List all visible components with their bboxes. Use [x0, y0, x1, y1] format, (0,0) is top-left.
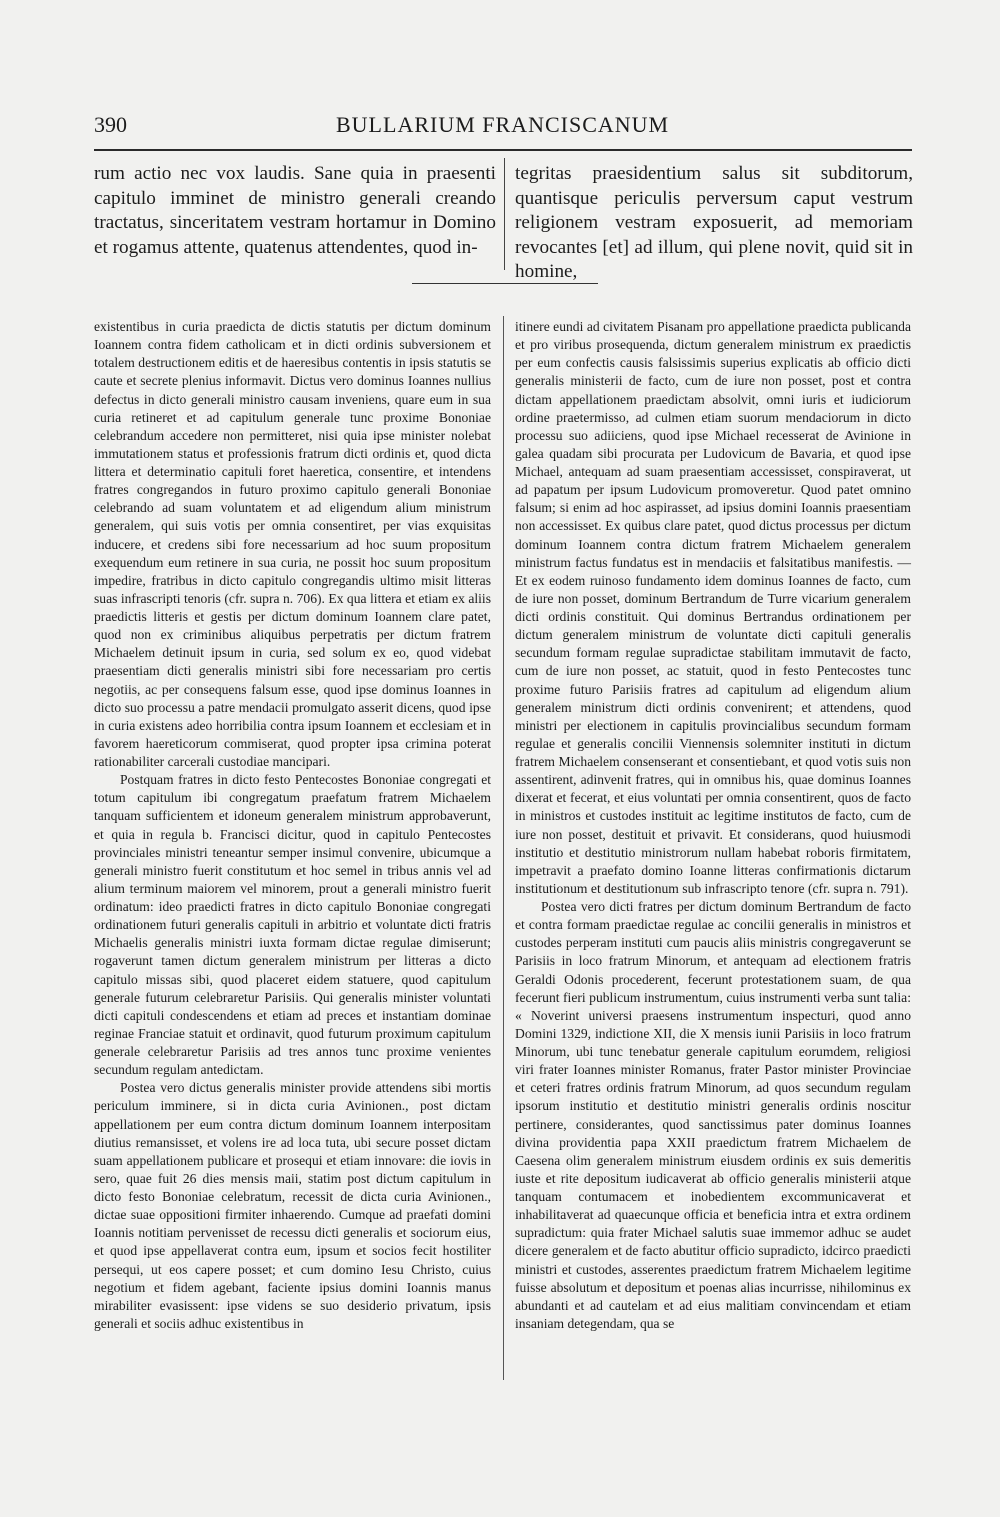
left-column	[94, 318, 491, 1333]
paragraph: Postea vero dicti fratres per dictum dominum Bertrandum de facto et contra formam praedictae regulae ac concilii generalis in ministros et custodes perperam instituti cum paucis aliis ministris congregaverunt se Parisiis in loco fratrum Minorum, et antequam ad electionem fratris Geraldi Odonis procederent, fecerunt protestationem suam, de qua fecerunt fieri publicum instrumentum, cuius instrumenti verba sunt talia: « Noverint universi praesens instrumentum inspecturi, quod anno Domini 1329, indictione XII, die X mensis iunii Parisiis in loco fratrum Minorum, ubi tunc tenebatur generale capitulum eorumdem, religiosi viri frater Ioannes minister Romanus, frater Pastor minister Provinciae et ceteri fratres ordinis fratrum Minorum, ad quos secundum regulam ipsorum institutio et destitutio ministri generalis ordinis noscitur pertinere, considerantes, quod sanctissimus pater dominus Ioannes divina providentia papa XXII praedictum fratrem Michaelem de Caesena olim generalem ministrum eiusdem ordinis ex suis demeritis iuste et rite depositum iudicaverat ab officio generalis ministerii atque tanquam contumacem et inobedientem excommunicaverat et inhabilitaverat ad quaecunque officia et beneficia intra et extra ordinem supradictum: quia frater Michael salutis suae immemor adhuc se audet dicere generalem et de facto abutitur officio supradicto, idcirco praedicti ministri et custodes, asserentes praedictum fratrem Michaelem legitime fuisse absolutum et depositum et poenas alias incurrisse, nihilominus ex abundanti et ad cautelam et ad eius malitiam convincendam et etiam insaniam detegendam, qua se	[515, 899, 911, 1331]
top-right-column: tegritas praesidentium salus sit subditorum, quantisque periculis perversum caput vestrum religionem vestram exposuerit, ad memoriam revocantes [et] ad illum, qui plene novit, quid sit in homine,	[515, 163, 913, 282]
paragraph: itinere eundi ad civitatem Pisanam pro appellatione praedicta publicanda et pro viribus prosequenda, dictum generalem ministrum ex praedictis per eum confectis causis falsissimis superius explicatis ab officio dicti generalis ministerii de facto, cum de iure non posset, post et contra dictam appellationem praedictam absolvit, omni iuris et iudiciorum ordine praetermisso, ad culmen etiam suorum mendaciorum in dicto processu suo adiiciens, quod ipse Michael recesserat de Avinione in galea quadam sibi procurata per Ludovicum de Bavaria, et quod ipse Michael, antequam ad suam praesentiam accessisset, conspiraverat, ut ad papatum per ipsum Ludovicum promoveretur. Quod patet omnino falsum; si enim ad hoc aspirasset, ad ipsius domini Ioannis praesentiam non accessisset. Ex quibus clare patet, quod dictus processus per dictum dominum Ioannem contra dictum fratrem Michaelem generalem ministrum factus fundatus est in mendaciis et falsitatibus manifestis. — Et ex eodem ruinoso fundamento idem dominus Ioannes de facto, cum de iure non posset, dominum Bertrandum de Turre vicarium generalem dicti ordinis constituit. Qui dominus Bertrandus ordinationem per dictum generalem ministrum de voluntate dicti capituli generalis secundum formam regulae supradictae stabilitam immutavit de facto, cum de iure non posset, ac statuit, quod in festo Pentecostes tunc proxime futuro Parisiis fratres ad capitulum ad eligendum alium generalem ministrum dicti ordinis convenirent; et attendens, quod ministri per electionem in capitulis provincialibus secundum formam regulae et generalis concilii Viennensis solemniter instituti in dictum fratrem Michaelem consenserant et consentiebant, et quod votis suis non assentirent, adinvenit fratres, qui in omnibus his, quae dominus Ioannes dixerat et fecerat, et eius voluntati per omnia consentirent, quos de facto in ministros et custodes instituit ac legitime institutos de facto, cum de iure non posset, destituit et privavit. Et considerans, quod huiusmodi institutio et destitutio ministrorum nullam habebat roboris firmitatem, impetravit a praefato domino Ioanne litteras confirmationis dictarum institutionum et destitutionum sub infrascripto tenore (cfr. supra n. 791).	[515, 319, 911, 896]
running-header	[94, 106, 912, 142]
running-title: BULLARIUM FRANCISCANUM	[336, 112, 670, 137]
paragraph: Postea vero dictus generalis minister provide attendens sibi mortis periculum imminere, si in dicta curia Avinionen., post dictam appellationem per eum contra dictum dominum Ioannem interpositam diutius remansisset, et volens ire ad loca tuta, ubi secure posset dictam suam appellationem publicare et prosequi et etiam innovare: die iovis in sero, quae fuit 26 dies mensis maii, statim post dictum capitulum in dicto festo Bononiae celebratum, recessit de dicta curia Avinionen., dictae suae oppositioni firmiter inhaerendo. Cumque ad praefati domini Ioannis notitiam pervenisset de recessu dicti generalis et sociorum eius, et quod ipse appellaverat contra eum, ipsum et socios fecit hostiliter persequi, ut eos capere posset; et cum domino Iesu Christo, cuius negotium et fidem agebant, faciente ipsius domini Ioannis manus mirabiliter evasissent: ipse videns se suo desiderio privatum, ipsis generali et sociis adhuc existentibus in	[94, 1080, 491, 1331]
top-column-divider	[504, 158, 505, 270]
section-rule	[412, 283, 598, 284]
paragraph: Postquam fratres in dicto festo Pentecostes Bononiae congregati et totum capitulum ibi congregatum praefatum fratrem Michaelem tanquam sufficientem et idoneum generalem ministrum approbaverunt, et quia in regula b. Francisci dicitur, quod in capitulo Pentecostes provinciales ministri teneantur semper insimul convenire, ubicumque a generali ministro fuerit constitutum et hoc semel in tribus annis vel ad alium terminum maiorem vel minorem, prout a generali ministro fuerit ordinatum: ideo praedicti fratres in dicto capitulo Bononiae congregati ordinationem futuri generalis capituli in arbitrio et voluntate dicti fratris Michaelis generalis ministri iuxta formam dictae regulae dimiserunt; rogaverunt tamen dictum generalem ministrum per litteras a dicto capitulo missas sibi, quod placeret eidem statuere, quod capitulum generale futurum celebraretur Parisiis. Qui generalis minister voluntati dicti capituli condescendens et etiam ad preces et instantiam dominae reginae Franciae statuit et ordinavit, quod futurum proximum capitulum generale celebraretur Parisiis ad tres annos tunc proxime venientes secundum regulam antedictam.	[94, 772, 491, 1078]
page-number: 390	[94, 112, 127, 137]
header-rule	[94, 149, 912, 151]
paragraph: existentibus in curia praedicta de dictis statutis per dictum dominum Ioannem contra fidem catholicam et in dicti ordinis subversionem et totalem destructionem editis et de haeresibus contentis in ipsis statutis se caute et secrete plenius informavit. Dictus vero dominus Ioannes nullius defectus in dicto generali ministro causam inveniens, quare eum in sua curia retineret et ad capitulum generale tunc proxime Bononiae celebrandum accedere non permitteret, nisi quia ipse minister nolebat immutationem status et professionis fratrum dicti ordinis et, quod dicta littera et determinatio capituli foret haeretica, consentire, et intendens fratres congregandos in futuro proximo capitulo generali Bononiae celebrando ad suam voluntatem et ad eligendum alium ministrum generalem, qui suis votis per omnia consentiret, per vias exquisitas inducere, et credens sibi fore necessarium ad hoc suum propositum exequendum eum retinere in sua curia, ne possit hoc suum propositum impedire, fratribus in dicto capitulo congregandis ultimo misit litteras suas infrascripti tenoris (cfr. supra n. 706). Ex qua littera et etiam ex aliis praedictis litteris et gestis per dictum dominum Ioannem clare patet, quod non ex criminibus aliquibus perpetratis per dictum fratrem Michaelem detinuit ipsum in curia, sed solum ex eo, quod videbat praesentiam dicti generalis ministri sibi fore necessariam pro certis negotiis, ac per consequens falsum esse, quod ipse dominus Ioannes in dicto suo processu a patre mendacii promulgato asserit dicens, quod ipse in curia existens adeo horribilia contra ipsum Ioannem et ecclesiam et in favorem haereticorum commiserat, quod propter ipsa crimina poterat rationabiliter carcerali custodiae mancipari.	[94, 319, 491, 769]
column-divider	[503, 316, 504, 1380]
top-left-column: rum actio nec vox laudis. Sane quia in praesenti capitulo imminet de ministro generali creando tractatus, sinceritatem vestram hortamur in Domino et rogamus attente, quatenus attendentes, quod in-	[94, 163, 496, 258]
right-column	[515, 318, 911, 1333]
